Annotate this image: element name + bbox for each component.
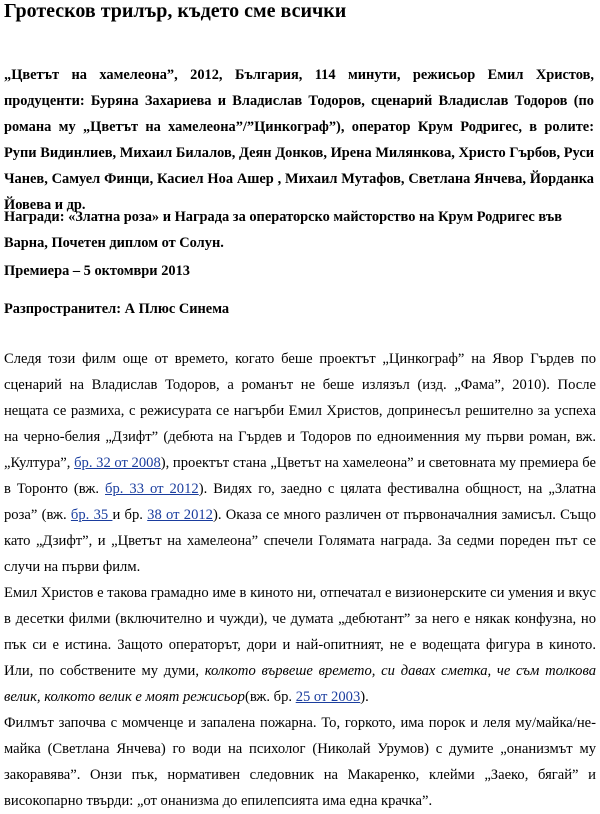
paragraph-text: Следя този филм още от времето, когато беше проектът „Цинкограф” на Явор Гърдев по сценарий на Владислав Тодоров, а романът не беше излязъл (изд. „Фама”, 2010). После нещата се размиха, с режисурата се нагърби Емил Христов, допринесъл решително за успеха на черно-белия „Дзифт” (дебюта на Гърдев и Тодоров по едноименния му първи роман, вж. „Култура”, <box>4 351 596 471</box>
paragraph-text: ). Оказа се много различен от първоначалния замисъл. Също като „Дзифт”, и „Цветът на хамелеона” спечели Голямата награда. За седми пореден път се случи на първи филм. <box>4 507 596 575</box>
film-credits: „Цветът на хамелеона”, 2012, България, 114 минути, режисьор Емил Христов, продуценти: Буряна Захариева и Владислав Тодоров, сценарий Владислав Тодоров (по романа му „Цветът на хамелеона”/”Цинкограф”), оператор Крум Родригес, в ролите: Рупи Видинлиев, Михаил Билалов, Деян Донков, Ирена Милянкова, Христо Гърбов, Руси Чанев, Самуел Финци, Касиел Ноа Ашер , Михаил Мутафов, Светлана Янчева, Йорданка Йовева и др. <box>4 67 594 213</box>
distributor-text: Разпространител: А Плюс Синема <box>4 301 230 317</box>
paragraph-intro <box>4 346 596 580</box>
issue-link[interactable]: 38 от 2012 <box>147 507 213 523</box>
issue-link[interactable]: 25 от 2003 <box>295 689 361 705</box>
premiere-date: Премиера – 5 октомври 2013 <box>4 263 190 279</box>
issue-link[interactable]: бр. 35 <box>70 507 113 523</box>
paragraph-plot: Филмът започва с момченце и запалена пожарна. То, горкото, има порок и леля му/майка/не-майка (Светлана Янчева) го води на психолог (Николай Урумов) с думите „онанизмът му закоравява”. Онзи пък, нормативен следовник на Макаренко, клейми „Заеко, бягай” и високопарно твърди: „от онанизма до епилепсията има една крачка”. <box>4 715 596 809</box>
article-title: Гротесков трилър, където сме всички <box>4 0 347 22</box>
paragraph-text: ), проектът стана „Цветът на хамелеона” и световната му премиера бе в Торонто (вж. <box>4 455 596 497</box>
paragraph-text: ). <box>360 689 369 705</box>
issue-link[interactable]: бр. 33 от 2012 <box>105 481 199 497</box>
paragraph-text: и бр. <box>112 507 148 523</box>
issue-link[interactable]: бр. 32 от 2008 <box>74 455 161 471</box>
awards-text: Награди: «Златна роза» и Награда за операторско майсторство на Крум Родригес във Варна, Почетен диплом от Солун. <box>4 209 562 251</box>
paragraph-text: Емил Христов е такова грамадно име в киното ни, отпечатал е визионерските си умения и вкус в десетки филми (включително и чужди), че думата „дебютант” за него е някак конфузна, но пък си е истина. Защото операторът, дори и най-опитният, не е водещата фигура в киното. Или, по собствените му думи, <box>4 585 596 679</box>
paragraph-text: (вж. бр. <box>244 689 296 705</box>
paragraph-text: ). Видях го, заедно с цялата фестивална общност, на „Златна роза” (вж. <box>4 481 596 523</box>
paragraph-director <box>4 580 596 710</box>
quote-text: колкото вървеше времето, си давах сметка, че съм толкова велик, колкото велик е моят режисьор <box>4 663 597 705</box>
